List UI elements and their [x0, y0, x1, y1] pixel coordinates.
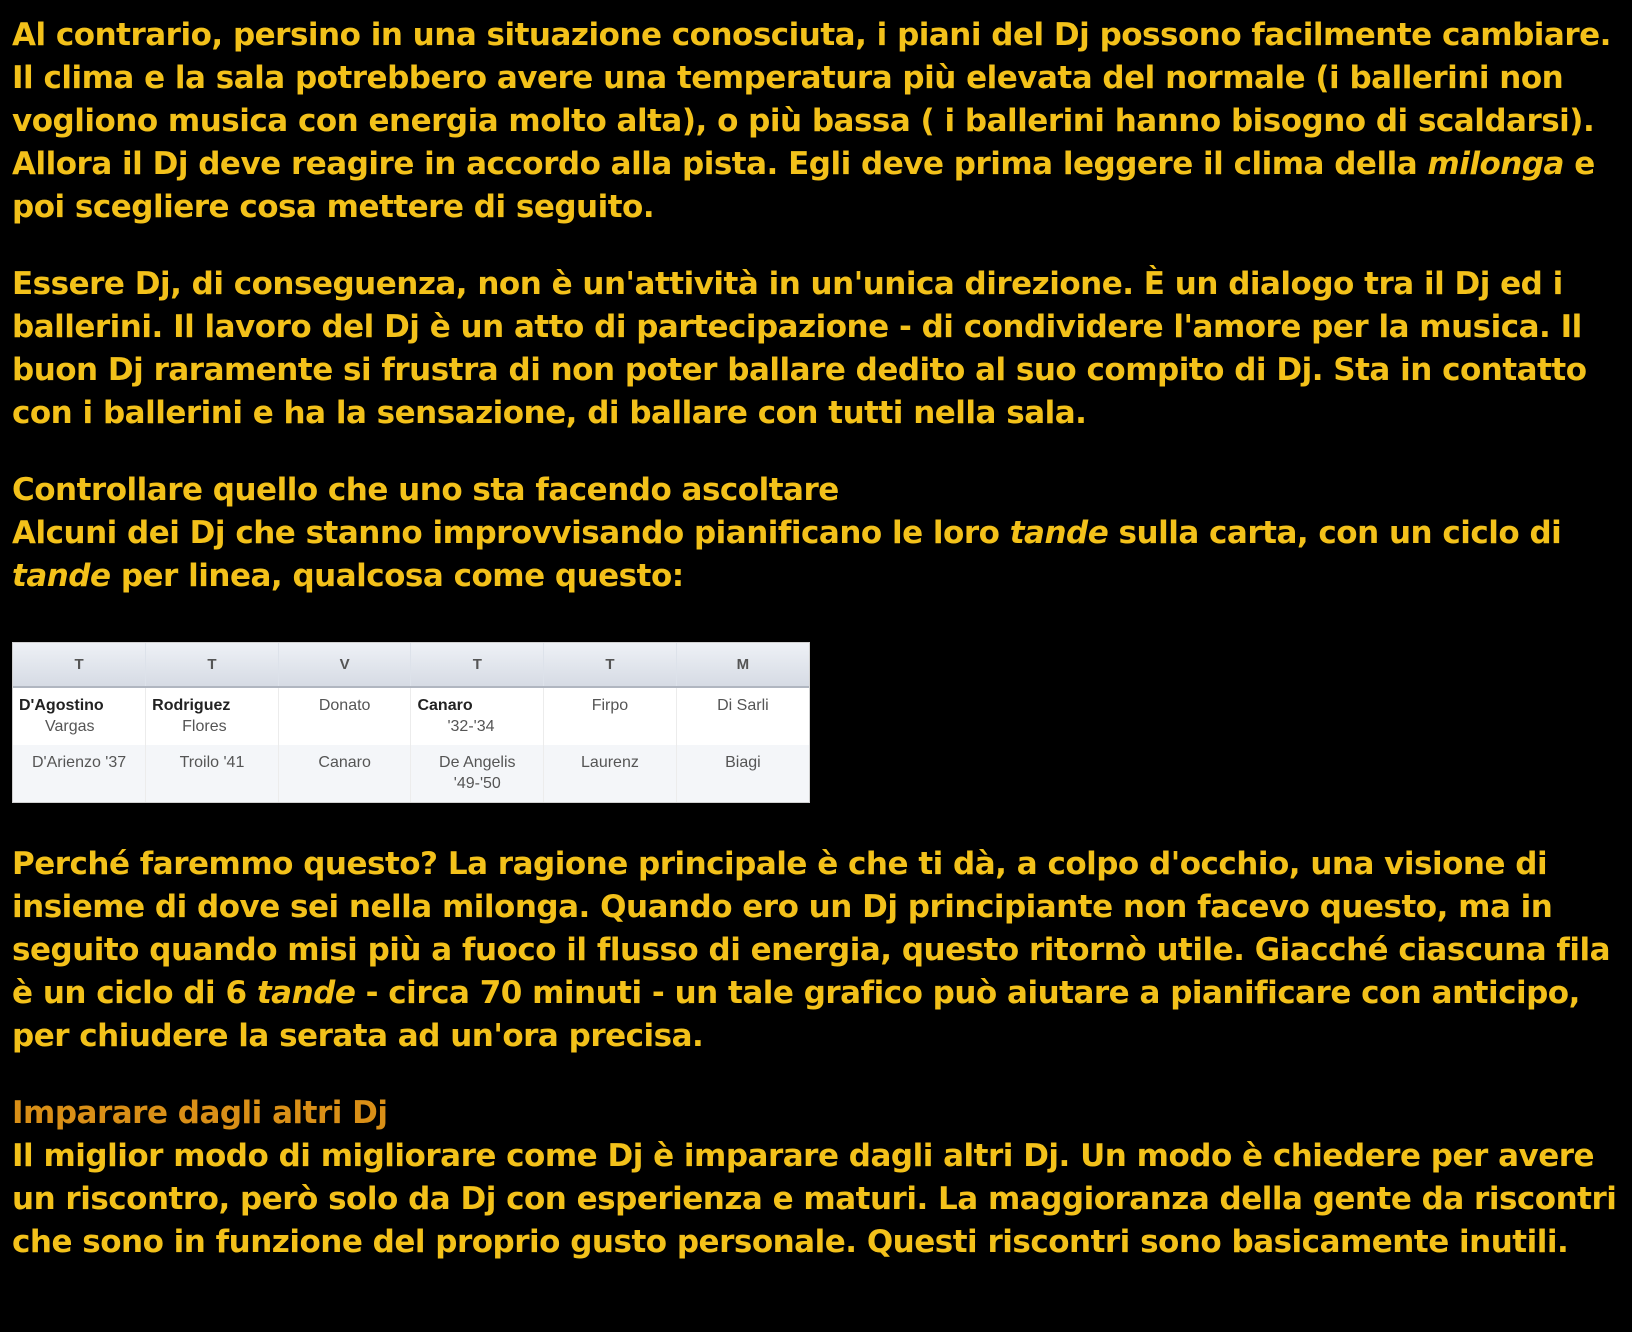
table-cell	[13, 745, 146, 802]
orchestra-name: Troilo '41	[179, 754, 245, 771]
table-cell	[676, 745, 809, 802]
singer-name: Flores	[182, 718, 227, 735]
paragraph-text: sulla carta, con un ciclo di	[1108, 515, 1562, 551]
table-cell	[278, 687, 411, 745]
table-cell	[544, 687, 677, 745]
italic-term: tande	[256, 975, 356, 1011]
period-label: '49-'50	[453, 775, 501, 792]
paragraph-text: - circa 70 minuti - un tale grafico può aiutare a pianificare con anticipo, per chiudere la serata ad un'ora precisa.	[12, 975, 1580, 1054]
column-header: T	[146, 643, 279, 687]
table-cell	[676, 687, 809, 745]
paragraph-dialogue: Essere Dj, di conseguenza, non è un'attività in un'unica direzione. È un dialogo tra il Dj ed i ballerini. Il lavoro del Dj è un atto di partecipazione - di condividere l'amore per la musica. Il buon Dj raramente si frustra di non poter ballare dedito al suo compito di Dj. Sta in contatto con i ballerini e ha la sensazione, di ballare con tutti nella sala.	[12, 266, 1587, 431]
orchestra-name: Biagi	[725, 754, 761, 771]
paragraph-text: Al contrario, persino in una situazione conosciuta, i piani del Dj possono facilmente cambiare. Il clima e la sala potrebbero avere una temperatura più elevata del normale (i ballerini non vogliono musica con energia molto alta), o più bassa ( i ballerini hanno bisogno di scaldarsi). Allora il Dj deve reagire in accordo alla pista. Egli deve prima leggere il clima della	[12, 17, 1611, 182]
tande-table-figure	[12, 642, 810, 803]
section-heading-control: Controllare quello che uno sta facendo ascoltare	[12, 472, 839, 508]
paragraph-text: Perché faremmo questo? La ragione principale è che ti dà, a colpo d'occhio, una visione di insieme di dove sei nella milonga. Quando ero un Dj principiante non facevo questo, ma in seguito quando misi più a fuoco il flusso di energia, questo ritornò utile. Giacché ciascuna fila è un ciclo di 6	[12, 846, 1611, 1011]
table-cell	[13, 687, 146, 745]
singer-name: Vargas	[45, 718, 95, 735]
italic-term: milonga	[1427, 146, 1564, 182]
column-header: M	[676, 643, 809, 687]
table-header-row	[13, 643, 809, 687]
orchestra-name: Donato	[318, 697, 371, 714]
orchestra-name: D'Agostino	[19, 697, 104, 714]
table-cell	[146, 745, 279, 802]
orchestra-name: D'Arienzo '37	[32, 754, 127, 771]
orchestra-name: Canaro	[417, 697, 473, 714]
period-label: '32-'34	[447, 718, 495, 735]
paragraph-planning	[12, 512, 1622, 598]
column-header: V	[278, 643, 411, 687]
paragraph-text: Alcuni dei Dj che stanno improvvisando pianificano le loro	[12, 515, 1010, 551]
orchestra-name: Laurenz	[581, 754, 639, 771]
table-cell	[146, 687, 279, 745]
orchestra-name: Rodriguez	[152, 697, 231, 714]
column-header: T	[411, 643, 544, 687]
document-page	[12, 14, 1622, 1298]
orchestra-name: Di Sarli	[717, 697, 769, 714]
paragraph-why	[12, 843, 1622, 1058]
table-row	[13, 687, 809, 745]
paragraph-learn: Il miglior modo di migliorare come Dj è imparare dagli altri Dj. Un modo è chiedere per avere un riscontro, però solo da Dj con esperienza e maturi. La maggioranza della gente da riscontri che sono in funzione del proprio gusto personale. Questi riscontri sono basicamente inutili.	[12, 1138, 1617, 1260]
orchestra-name: Firpo	[591, 697, 629, 714]
table-cell	[278, 745, 411, 802]
table-cell	[544, 745, 677, 802]
italic-term: tande	[12, 558, 111, 594]
table-row	[13, 745, 809, 802]
orchestra-name: De Angelis	[439, 754, 516, 771]
column-header: T	[13, 643, 146, 687]
table-cell	[411, 687, 544, 745]
table-cell	[411, 745, 544, 802]
tande-table	[13, 643, 809, 802]
orchestra-name: Canaro	[318, 754, 371, 771]
paragraph-text: per linea, qualcosa come questo:	[110, 558, 684, 594]
column-header: T	[544, 643, 677, 687]
section-heading-learn: Imparare dagli altri Dj	[12, 1095, 388, 1131]
paragraph-text: e poi scegliere cosa mettere di seguito.	[12, 146, 1595, 225]
italic-term: tande	[1009, 515, 1109, 551]
paragraph-climate	[12, 14, 1622, 229]
